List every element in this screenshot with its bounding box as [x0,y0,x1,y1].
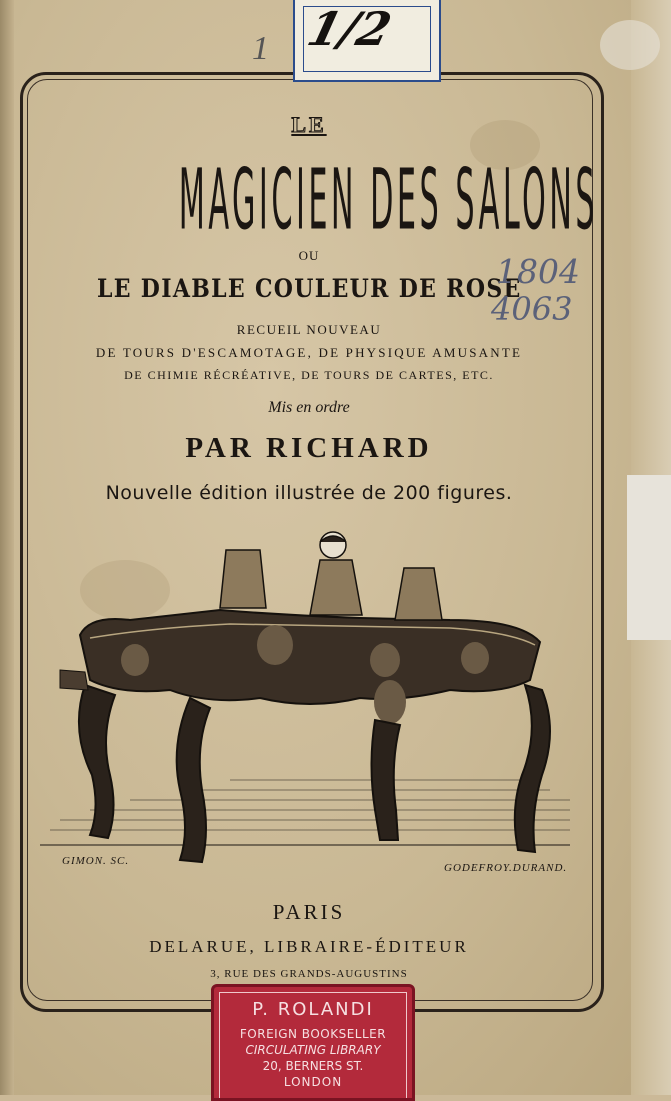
shelf-label-ink: 1/2 [302,2,397,56]
description-recueil: RECUEIL NOUVEAU [236,322,382,337]
stamp-line-1: P. ROLANDI [252,999,374,1020]
handwritten-number-1: 1804 [496,252,580,291]
publisher-city: PARIS [272,900,346,924]
main-title [27,150,599,249]
pencil-mark: 1 [252,30,269,67]
main-title-text: MAGICIEN DES SALONS [178,150,599,249]
paper-stain [600,20,660,70]
stamp-line-2: FOREIGN BOOKSELLER [239,1027,387,1041]
bookseller-stamp [211,984,415,1101]
handwritten-number-2: 4063 [491,290,573,328]
spine-shadow [0,0,14,1095]
engraver-signature-left: GIMON. SC. [62,855,130,867]
arranged-by: Mis en ordre [268,399,350,416]
description-line2: DE CHIMIE RÉCRÉATIVE, DE TOURS DE CARTES, ETC. [124,368,494,382]
subtitle-text: LE DIABLE COULEUR DE ROSE [96,274,522,303]
paper-patch [627,475,671,640]
publisher-address: 3, RUE DES GRANDS-AUGUSTINS [210,968,408,980]
stamp-line-5: LONDON [283,1075,343,1089]
magic-table-engraving [30,520,590,890]
author-name: PAR RICHARD [185,432,433,464]
stamp-line-3: CIRCULATING LIBRARY [245,1043,381,1057]
shelf-label [293,0,441,82]
edition-note: Nouvelle édition illustrée de 200 figures. [105,482,513,504]
publisher-name: DELARUE, LIBRAIRE-ÉDITEUR [149,937,469,956]
description-line1: DE TOURS D'ESCAMOTAGE, DE PHYSIQUE AMUSANTE [95,345,523,360]
stamp-line-4: 20, BERNERS ST. [262,1059,364,1073]
title-article: LE [291,112,327,137]
engraver-signature-right: GODEFROY.DURAND. [444,862,568,874]
title-ou: OU [298,248,320,263]
